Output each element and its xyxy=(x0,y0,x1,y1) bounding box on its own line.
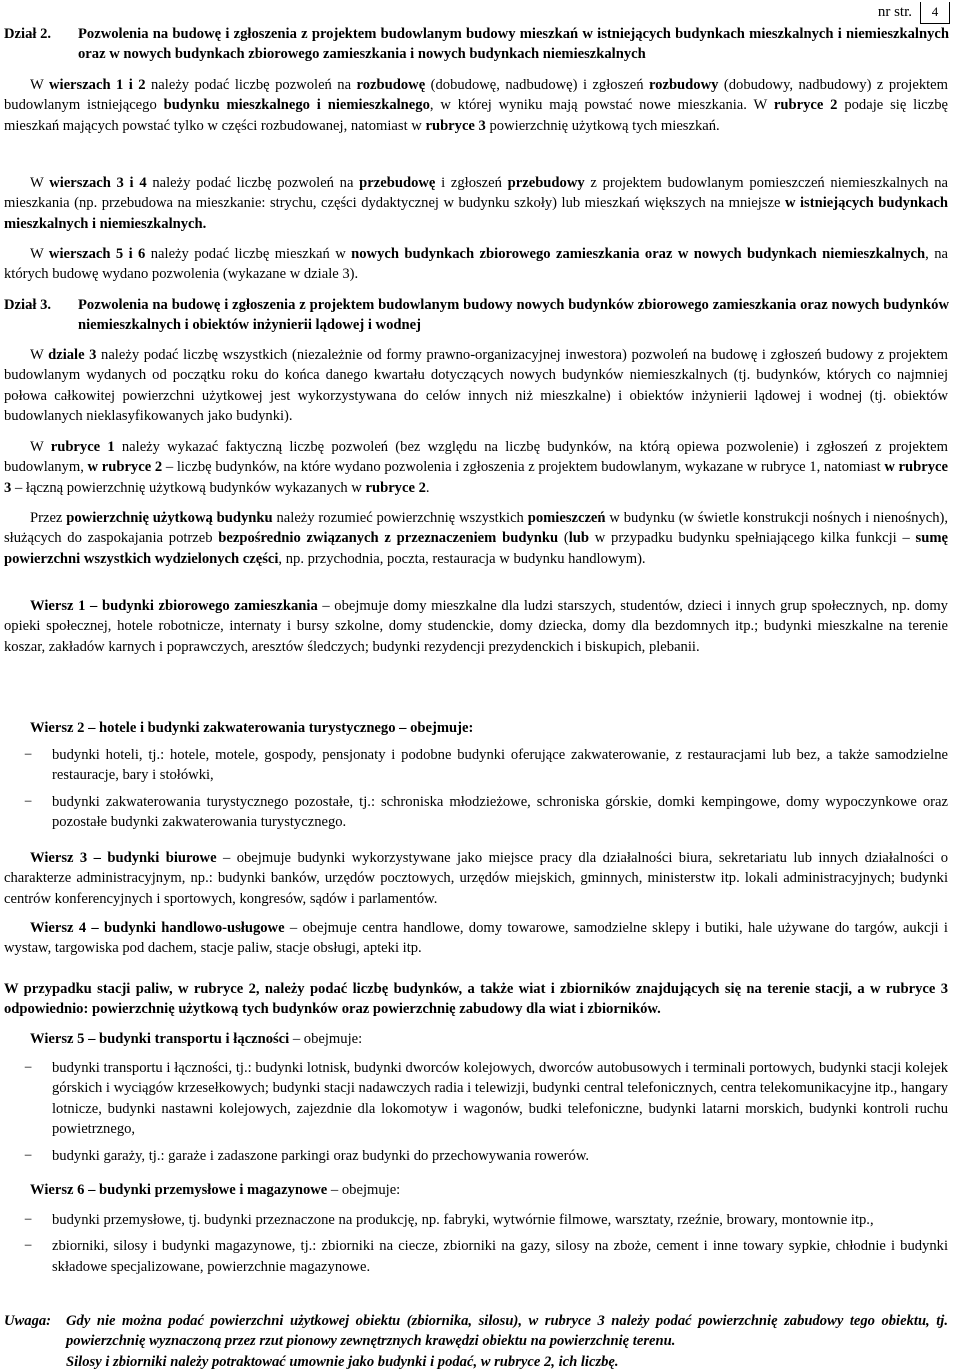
page-number-label: nr str. xyxy=(877,4,912,20)
paragraph-row-3: Wiersz 3 – budynki biurowe – obejmuje budynki wykorzystywane jako miejsce pracy dla działalności biura, sekretariatu lub innych działalności o charakterze administracyjnym, np.: budynki banków, urzędów pocztowych, urzędów miejskich, gminnych, ministerstw itp. lokali administracyjnych; budynki centrów konferencyjnych i sportowych, kongresów, sądów i parlamentów. xyxy=(4,850,949,907)
paragraph-rows-1-2: W wierszach 1 i 2 należy podać liczbę pozwoleń na rozbudowę (dobudowę, nadbudowę) i zgłoszeń rozbudowy (dobudowy, nadbudowy) z projektem budowlanym istniejącego budynku mieszkalnego i niemieszkalnego, w której wyniku mają powstać nowe mieszkania. W rubryce 2 podaje się liczbę mieszkań mających powstać tylko w części rozbudowanej, natomiast w rubryce 3 powierzchnię użytkową tych mieszkań. xyxy=(4,77,948,134)
paragraph-section-3: W dziale 3 należy podać liczbę wszystkich (niezależnie od formy prawno-organizacyjnej inwestora) pozwoleń na budowę i zgłoszeń budowy z projektem budowlanym wydanych od początku roku do końca danego kwartału dotyczących nowych budynków niemieszkalnych (tj. budynków, których co najmniej połowa całkowitej powierzchni użytkowej jest wykorzystywana do celów innych niż mieszkalne) i obiektów inżynierii lądowej i wodnej (tj. obiektów budowlanych nieklasyfikowanych jako budynki). xyxy=(4,347,948,425)
page-number-block xyxy=(878,2,950,24)
row-2-title: Wiersz 2 – hotele i budynki zakwaterowania turystycznego – obejmuje: xyxy=(30,720,474,736)
row-5-title: Wiersz 5 – budynki transportu i łączności – obejmuje: xyxy=(30,1031,363,1047)
section-2-heading xyxy=(4,24,949,65)
section-3-title: Pozwolenia na budowę i zgłoszenia z projektem budowlanym budowy nowych budynków zbiorowego zamieszkania oraz nowych budynków niemieszkalnych i obiektów inżynierii lądowej i wodnej xyxy=(78,297,949,334)
list-item: − budynki hoteli, tj.: hotele, motele, gospody, pensjonaty i podobne budynki oferujące zakwaterowanie, z restauracjami lub bez, a także samodzielne restauracje, bary i stołówki, xyxy=(24,747,948,784)
row-2-list xyxy=(4,745,948,839)
list-item: − zbiorniki, silosy i budynki magazynowe, tj.: zbiorniki na ciecze, zbiorniki na gazy, silosy na zboże, cement i inne towary sypkie, chłodnie i budynki składowe specjalizowane, powierzchnie magazynowe. xyxy=(24,1238,948,1275)
paragraph-rows-3-4: W wierszach 3 i 4 należy podać liczbę pozwoleń na przebudowę i zgłoszeń przebudowy z projektem budowlanym pomieszczeń niemieszkalnych na mieszkania (np. przebudowa na mieszkanie: strychu, części dydaktycznej w budynku szkoły) lub mieszkań większych na mniejsze w istniejących budynkach mieszkalnych i niemieszkalnych. xyxy=(4,175,949,232)
list-item: − budynki transportu i łączności, tj.: budynki lotnisk, budynki dworców kolejowych, dworców autobusowych i terminali portowych, budynki stacji kolejek górskich i wyciągów krzesełkowych; budynki stacji nadawczych radia i telewizji, budynki central telefonicznych, centra telekomunikacyjne itp., hangary lotnicze, budynki nastawni kolejowych, zajezdnie dla lokomotyw i wagonów, budki telefoniczne, budynki latarni morskich, budynki kontroli ruchu powietrznego, xyxy=(24,1060,948,1138)
section-3-heading xyxy=(4,295,949,336)
paragraph-row-1: Wiersz 1 – budynki zbiorowego zamieszkania – obejmuje domy mieszkalne dla ludzi starszych, studentów, dzieci i innych grup społecznych, np. domy opieki społecznej, hotele robotnicze, internaty i bursy szkolne, domy studenckie, domy dziecka, domy dla bezdomnych itp.; budynki mieszkalne na terenie koszar, zakładów karnych i poprawczych, aresztów śledczych; budynki rezydencji prezydenckich i biskupich, plebanii. xyxy=(4,598,948,655)
paragraph-fuel-stations: W przypadku stacji paliw, w rubryce 2, należy podać liczbę budynków, a także wiat i zbiorników znajdujących się na terenie stacji, a w rubryce 3 odpowiednio: powierzchnię użytkową tych budynków oraz powierzchnię zabudowy dla wiat i zbiorników. xyxy=(4,981,948,1018)
paragraph-columns: W rubryce 1 należy wykazać faktyczną liczbę pozwoleń (bez względu na liczbę budynków, na którą opiewa pozwolenie) i zgłoszeń z projektem budowlanym, w rubryce 2 – liczbę budynków, na które wydano pozwolenia i zgłoszenia z projektem budowlanym, wykazane w rubryce 1, natomiast w rubryce 3 – łączną powierzchnię użytkową budynków wykazanych w rubryce 2. xyxy=(4,439,948,496)
row-5-list xyxy=(4,1058,948,1172)
list-item: − budynki zakwaterowania turystycznego pozostałe, tj.: schroniska młodzieżowe, schroniska górskie, domki kempingowe, domy wypoczynkowe oraz pozostałe budynki zakwaterowania turystycznego. xyxy=(24,793,948,831)
row-6-list xyxy=(4,1210,948,1283)
page-number: 4 xyxy=(920,2,950,24)
note-text: Gdy nie można podać powierzchni użytkowej obiektu (zbiornika, silosu), w rubryce 3 należy podać powierzchnię zabudowy tego obiektu, tj. powierzchnię wyznaczoną przez rzut pionowy zewnętrznych krawędzi obiektu na powierzchnię terenu. Silosy i zbiorniki należy potraktować umownie jako budynki i podać, w rubryce 2, ich liczbę. xyxy=(66,1313,948,1370)
section-2-title: Pozwolenia na budowę i zgłoszenia z projektem budowlanym budowy mieszkań w istniejących budynkach mieszkalnych i niemieszkalnych oraz w nowych budynkach zbiorowego zamieszkania i nowych budynkach niemieszkalnych xyxy=(78,26,949,63)
row-6-title: Wiersz 6 – budynki przemysłowe i magazynowe – obejmuje: xyxy=(30,1182,401,1198)
note-label: Uwaga: xyxy=(4,1313,52,1329)
paragraph-row-4: Wiersz 4 – budynki handlowo-usługowe – obejmuje centra handlowe, domy towarowe, samodzielne sklepy i butiki, hale używane do targów, aukcji i wystaw, targowiska pod dachem, stacje paliw, stacje obsługi, apteki itp. xyxy=(4,920,948,957)
paragraph-usable-area: Przez powierzchnię użytkową budynku należy rozumieć powierzchnię wszystkich pomieszczeń w budynku (w świetle konstrukcji nośnych i nienośnych), służących do zaspokajania potrzeb bezpośrednio związanych z przeznaczeniem budynku (lub w przypadku budynku spełniającego kilka funkcji – sumę powierzchni wszystkich wydzielonych części, np. przychodnia, poczta, restauracja w budynku handlowym). xyxy=(4,510,948,567)
list-item: − budynki przemysłowe, tj. budynki przeznaczone na produkcję, np. fabryki, wytwórnie filmowe, warsztaty, rzeźnie, browary, montownie itp., xyxy=(24,1212,874,1228)
paragraph-rows-5-6: W wierszach 5 i 6 należy podać liczbę mieszkań w nowych budynkach zbiorowego zamieszkania oraz w nowych budynkach niemieszkalnych, na których budowę wydano pozwolenia (wykazane w dziale 3). xyxy=(4,246,948,283)
section-3-label: Dział 3. xyxy=(4,297,52,313)
section-2-label: Dział 2. xyxy=(4,26,52,42)
list-item: − budynki garaży, tj.: garaże i zadaszone parkingi oraz budynki do przechowywania rowerów. xyxy=(24,1147,590,1164)
note xyxy=(4,1311,948,1372)
